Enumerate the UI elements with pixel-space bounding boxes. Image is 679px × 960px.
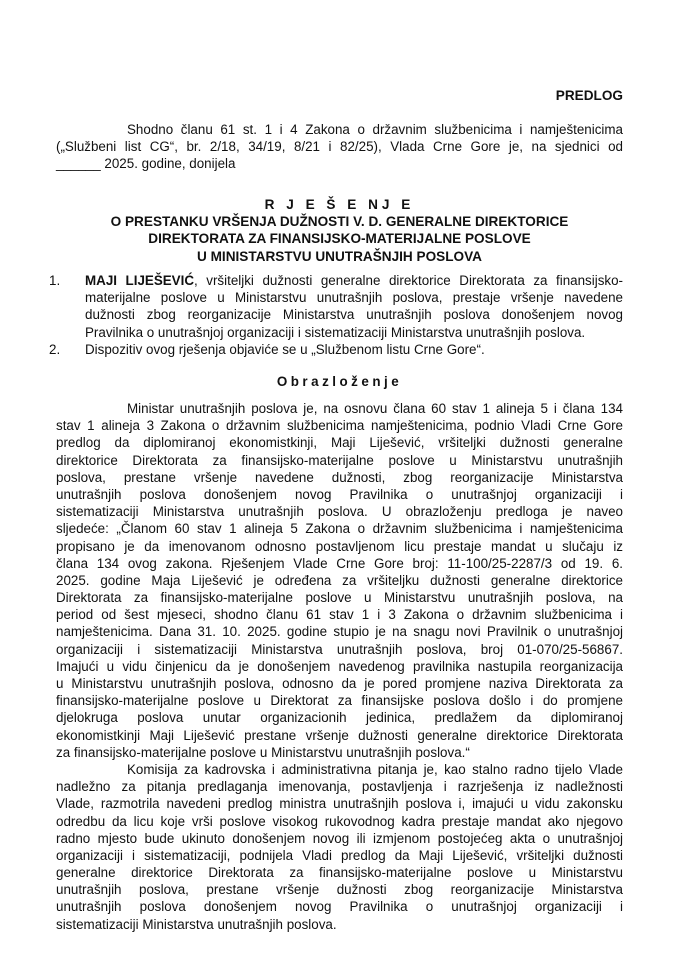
item-line: dužnosti zbog reorganizacije Ministarstva unutrašnjih poslova donošenjem novog [85,307,623,323]
text-line: ______ 2025. godine, donijela [56,156,236,172]
text-line: člana 134 ovog zakona. Rješenjem Vlade Crne Gore broj: 11-100/25-2287/3 od 19. 6. [56,555,623,571]
text-line: sistematizaciji Ministarstva unutrašnjih poslova. [56,916,337,932]
text-line: („Službeni list CG“, br. 2/18, 34/19, 8/21 i 82/25), Vlada Crne Gore je, na sjednici od [56,139,623,155]
text-line: unutrašnjih poslova donošenjem novog Pravilnika o unutrašnjoj organizaciji i [56,486,623,502]
text-line: poslova, prestane vršenje navedene dužnosti, zbog reorganizacije Ministarstva [56,469,623,485]
title-line: DIREKTORATA ZA FINANSIJSKO-MATERIJALNE POSLOVE [148,231,531,247]
text-line: unutrašnjih poslova donošenjem novog Pravilnika o unutrašnjoj organizaciji i [56,899,623,915]
item-number: 1. [49,273,61,288]
text-line: predlog da diplomiranoj ekonomistkinji, Maji Liješević, vršiteljki dužnosti generalne [56,435,623,451]
decision-item-2 [49,341,623,358]
text-line: sistematizaciji Ministarstva unutrašnjih poslova. U obrazloženju predloga je naveo [56,504,623,520]
text-line: finansijsko-materijalne poslove u Direktorat za finansijske poslova došlo i do promjene [56,693,623,709]
text-line: sljedeće: „Članom 60 stav 1 alineja 5 Zakona o državnim službenicima i namještenicima [56,521,623,537]
text-line: Vlade, razmotrila navedeni predlog ministra unutrašnjih poslova i, imajući u vidu zakonsku [56,796,623,812]
item-number: 2. [49,341,61,357]
text-line: direktorice Direktorata za finansijsko-materijalne poslove u Ministarstvu unutrašnjih [56,452,623,468]
document-label: PREDLOG [555,88,623,103]
intro-paragraph [56,121,623,173]
text-line: generalne direktorice Direktorata za finansijsko-materijalne poslove u Ministarstvu [56,865,623,881]
text-line: u Ministarstvu unutrašnjih poslova, odnosno da je pored promjene naziva Direktorata za [56,676,623,691]
text-line: stav 1 alineja 3 Zakona o državnim službenicima namještenicima, podnio Vladi Crne Gore [56,418,623,434]
reasoning-body [56,400,623,933]
text-line: 2025. godine Maja Liješević je određena za vršiteljku dužnosti generalne direktorice [56,572,623,588]
title-line: O PRESTANKU VRŠENJA DUŽNOSTI V. D. GENERALNE DIREKTORICE [110,214,569,230]
item-text: , vršiteljki dužnosti generalne direktorice Direktorata za finansijsko- [194,273,623,288]
decision-items [49,272,623,358]
text-line: Shodno članu 61 st. 1 i 4 Zakona o državnim službenicima i namještenicima [127,122,623,137]
text-line: propisano je da imenovanom odnosno postavljenom licu prestaje mandat u slučaju iz [56,538,623,554]
text-line: Imajući u vidu činjenicu da je donošenjem navedenog pravilnika nastupila reorganizacija [56,658,623,674]
item-line: Dispozitiv ovog rješenja objaviće se u „Službenom listu Crne Gore“. [85,341,485,357]
person-name: MAJI LIJEŠEVIĆ [85,273,195,288]
text-line: djelokruga poslova unutar organizacionih jedinica, predlažem da diplomiranoj [56,710,623,726]
item-line [85,272,623,289]
text-line: ekonomistkinji Maji Liješević prestane vršenje dužnosti generalne direktorice Direktorata [56,727,623,743]
item-line: Pravilnika o unutrašnjoj organizaciji i sistematizaciji Ministarstva unutrašnjih poslova. [85,324,586,340]
decision-heading: R J E Š E NJ E [264,197,415,212]
text-line: period od šest mjeseci, shodno članu 61 stav 1 i 3 Zakona o državnim službenicima i [56,607,623,623]
item-line: materijalne poslove u Ministarstvu unutrašnjih poslova, prestaje vršenje navedene [85,290,623,306]
paragraph [56,761,623,933]
text-line: nadležno za pitanja predlaganja imenovanja, postavljenja i razrješenja iz nadležnosti [56,779,623,795]
text-line: Direktorata za finansijsko-materijalne poslove u Ministarstvu unutrašnjih poslova, na [56,590,623,606]
text-line: radno mjesto bude ukinuto donošenjem novog ili izmjenom postojećeg akta o unutrašnjoj [56,830,623,846]
text-line: organizaciji i sistematizaciji, podnijela Vladi predlog da Maji Liješević, vršiteljki dužnosti [56,847,623,863]
text-line: namještenicima. Dana 31. 10. 2025. godine stupio je na snagu novi Pravilnik o unutrašnjoj [56,624,623,640]
text-line: organizaciji i sistematizaciji Ministarstva unutrašnjih poslova, broj 01-070/25-56867. [56,641,623,657]
paragraph [56,400,623,761]
text-line: Ministar unutrašnjih poslova je, na osnovu člana 60 stav 1 alineja 5 i člana 134 [127,401,623,416]
text-line: Komisija za kadrovska i administrativna pitanja je, kao stalno radno tijelo Vlade [127,761,623,777]
reasoning-heading: Obrazloženje [276,374,403,389]
text-line: za finansijsko-materijalne poslove u Ministarstvu unutrašnjih poslova.“ [56,744,470,760]
paragraph [56,121,623,173]
title-line: U MINISTARSTVU UNUTRAŠNJIH POSLOVA [197,248,482,264]
decision-item-1 [49,272,623,341]
text-line: odredbu da licu koje vrši poslove visokog rukovodnog kadra prestaje mandat ako njegovo [56,813,623,829]
decision-title [56,196,623,265]
text-line: unutrašnjih poslova, prestane vršenje dužnosti zbog reorganizacije Ministarstva [56,882,623,898]
